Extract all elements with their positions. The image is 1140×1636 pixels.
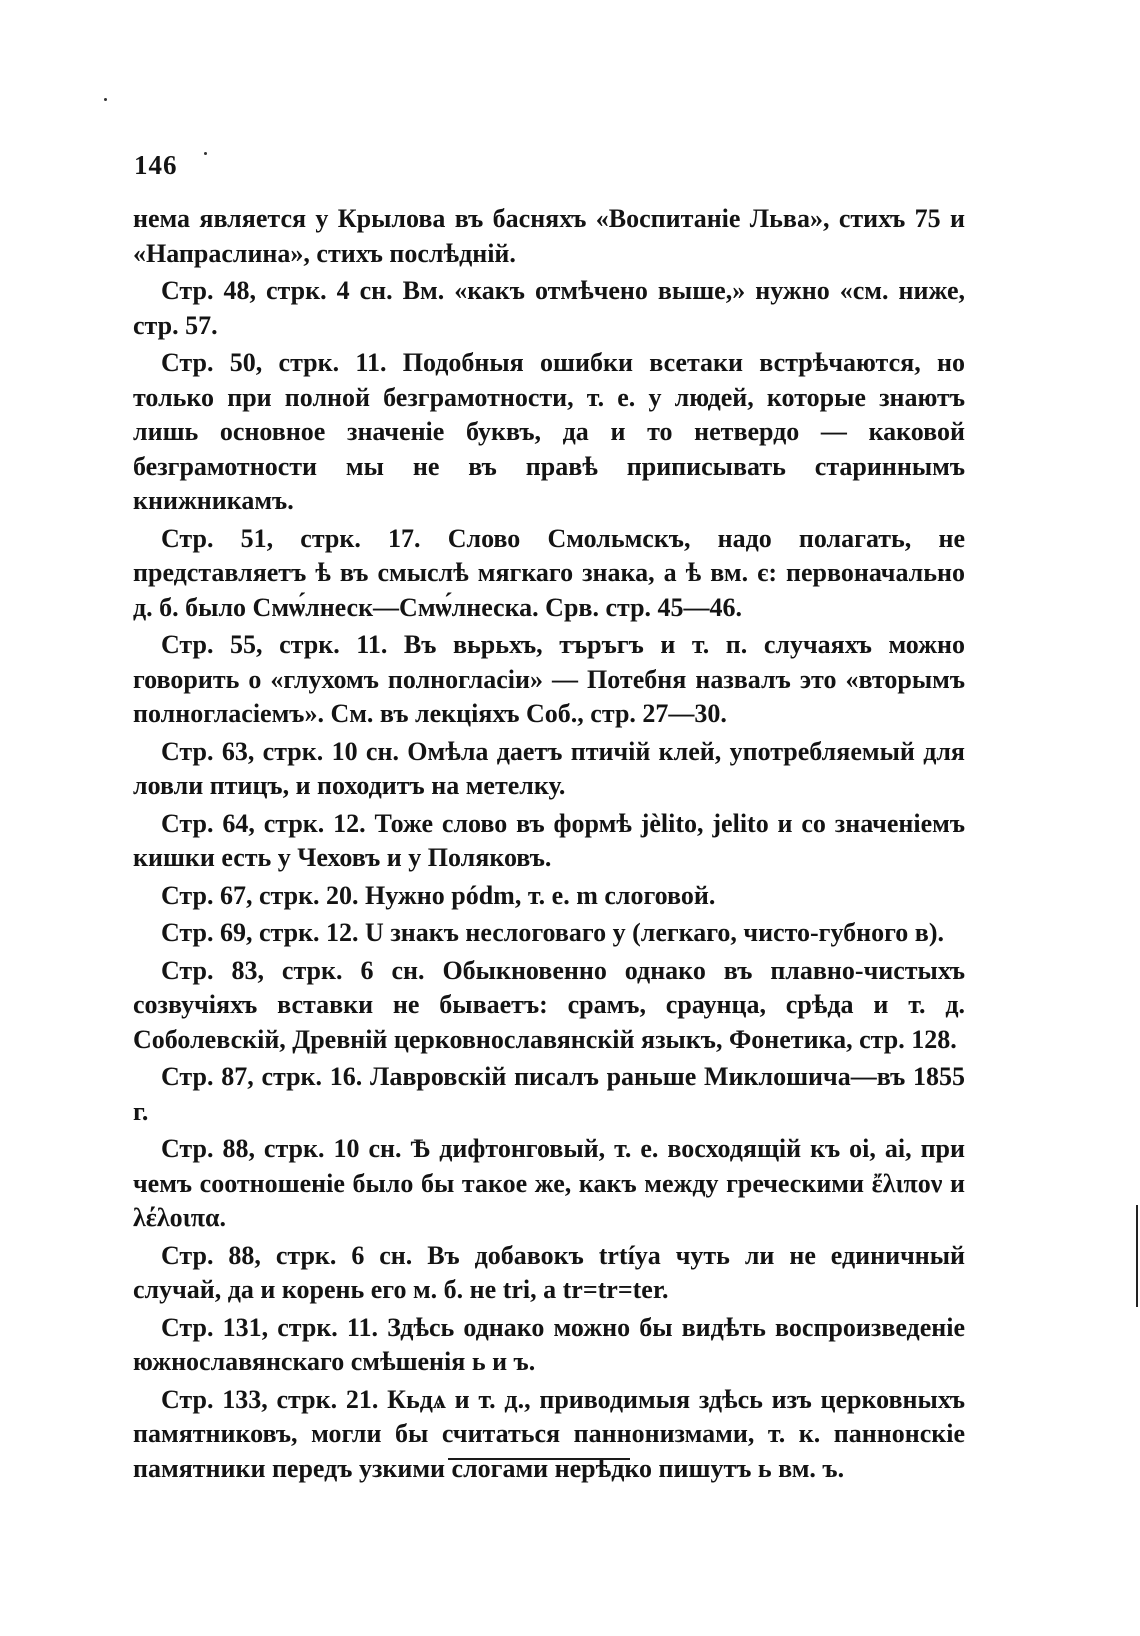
scan-speck — [204, 152, 207, 155]
paragraph: Стр. 51, стрк. 17. Слово Смольмскъ, надо полагать, не представляетъ ѣ въ смыслѣ мягкаго знака, а ѣ вм. є: первоначально д. б. было Смѡ́лнеск—Смѡ́лнеска. Срв. стр. 45—46. — [133, 523, 965, 622]
paragraph: Стр. 88, стрк. 10 сн. Ѣ дифтонговый, т. е. восходящій къ oi, ai, при чемъ соотношеніе было бы такое же, какъ между греческими ἔλιπον и λέλοιπα. — [133, 1134, 965, 1232]
paragraph: Стр. 48, стрк. 4 сн. Вм. «какъ отмѣчено выше,» нужно «см. ниже, стр. 57. — [133, 276, 965, 340]
paragraph: Стр. 55, стрк. 11. Въ вьрьхъ, търъгъ и т. п. случаяхъ можно говорить о «глухомъ полногласіи» — Потебня назвалъ это «вторымъ полногласіемъ». См. въ лекціяхъ Соб., стр. 27—30. — [133, 630, 965, 728]
paragraph: Стр. 131, стрк. 11. Здѣсь однако можно бы видѣть воспроизведеніе южнославянскаго смѣшенія ь и ъ. — [133, 1312, 965, 1376]
paragraph: нема является у Крылова въ басняхъ «Воспитаніе Льва», стихъ 75 и «Напраслина», стихъ послѣдній. — [133, 204, 965, 268]
paragraph: Стр. 69, стрк. 12. U знакъ неслоговаго у (легкаго, чисто-губного в). — [161, 918, 944, 947]
paragraph: Стр. 50, стрк. 11. Подобныя ошибки всетаки встрѣчаются, но только при полной безграмотности, т. е. у людей, которые знаютъ лишь основное значеніе буквъ, да и то нетвердо — каковой безграмотности мы не въ правѣ приписывать стариннымъ книжникамъ. — [133, 348, 965, 515]
paragraph: Стр. 83, стрк. 6 сн. Обыкновенно однако въ плавно-чистыхъ созвучіяхъ вставки не бываетъ: срамъ, сраунца, срѣда и т. д. Соболевскій, Древній церковнославянскій языкъ, Фонетика, стр. 128. — [133, 955, 965, 1054]
paragraph: Стр. 133, стрк. 21. Кьдѧ и т. д., приводимыя здѣсь изъ церковныхъ памятниковъ, могли бы считаться паннонизмами, т. к. паннонскіе памятники передъ узкими слогами нерѣдко пишутъ ь вм. ъ. — [133, 1384, 965, 1483]
end-rule — [448, 1458, 630, 1460]
scan-margin-line — [1136, 1205, 1138, 1307]
paragraph: Стр. 88, стрк. 6 сн. Въ добавокъ trtíya чуть ли не единичный случай, да и корень его м. б. не tri, а tr=tr=ter. — [133, 1240, 965, 1304]
page-number: 146 — [134, 150, 178, 180]
paragraph: Стр. 63, стрк. 10 сн. Омѣла даетъ птичій клей, употребляемый для ловли птицъ, и походитъ на метелку. — [133, 736, 965, 800]
scan-speck — [104, 98, 107, 101]
paragraph: Стр. 64, стрк. 12. Тоже слово въ формѣ jèlito, jelito и со значеніемъ кишки есть у Чеховъ и у Поляковъ. — [133, 808, 965, 872]
notes-text — [133, 202, 965, 1489]
paragraph: Стр. 87, стрк. 16. Лавровскій писалъ раньше Миклошича—въ 1855 г. — [133, 1062, 965, 1126]
paragraph: Стр. 67, стрк. 20. Нужно pódm, т. е. m слоговой. — [161, 880, 716, 910]
